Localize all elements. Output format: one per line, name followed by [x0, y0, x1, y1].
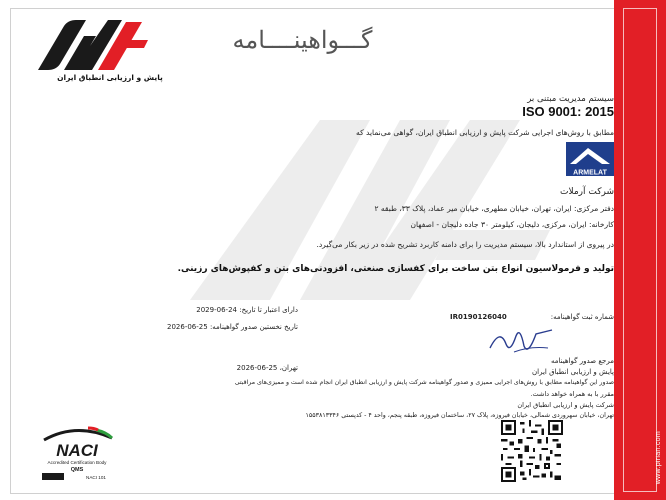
- issuer-heading: مرجع صدور گواهینامه: [551, 357, 614, 365]
- footer-company: شرکت پایش و ارزیابی انطباق ایران: [517, 401, 614, 409]
- system-label: سیستم مدیریت مبتنی بر: [527, 94, 614, 104]
- factory-address: کارخانه: ایران، مرکزی، دلیجان، کیلومتر ۳۰ جاده دلیجان - اصفهان: [410, 220, 614, 229]
- accreditation-logo: [26, 420, 128, 482]
- svg-text:ARMELAT: ARMELAT: [573, 169, 607, 176]
- side-band: [614, 0, 666, 500]
- notice-line-1: صدور این گواهینامه مطابق با روش‌های اجرایی ممیزی و صدور گواهینامه شرکت پایش و ارزیابی انطباق ایران انجام شده است و ممیزی‌های مراقبتی: [234, 379, 614, 386]
- intro-text: مطابق با روش‌های اجرایی شرکت پایش و ارزیابی انطباق ایران، گواهی می‌نماید که: [356, 128, 614, 137]
- issue-place-date: تهران، 25-06-2026: [236, 364, 298, 372]
- first-issue-date: تاریخ نخستین صدور گواهینامه: 25-06-2026: [166, 323, 298, 331]
- issuer-fullname: پایش و ارزیابی انطباق ایران: [532, 368, 614, 376]
- scope-text: تولید و فرمولاسیون انواع بتن ساخت برای کفسازی صنعتی، افزودنی‌های بتن و کفپوش‌های رزینی.: [177, 264, 614, 274]
- company-logo: [566, 142, 614, 176]
- issuer-name: پایش و ارزیابی انطباق ایران: [57, 73, 163, 82]
- scope-intro: در پیروی از استاندارد بالا، سیستم مدیریت را برای دامنه کاربرد تشریح شده در زیر بکار می‌گیرد.: [316, 240, 614, 249]
- signature: [486, 326, 558, 358]
- company-name: شرکت آرملات: [560, 187, 614, 197]
- page-title: گـــواهینــــامه: [232, 26, 373, 54]
- svg-text:NACI 101: NACI 101: [86, 475, 106, 480]
- cert-number-label: شماره ثبت گواهینامه:: [550, 313, 614, 321]
- qr-code: [500, 420, 564, 482]
- side-band-frame: [623, 8, 657, 492]
- notice-line-2: مقرر با به همراه خواهد داشت.: [530, 390, 614, 398]
- svg-text:QMS: QMS: [70, 467, 84, 473]
- footer-address: تهران، خیابان سهروردی شمالی، خیابان فیروزه، پلاک ۲۷، ساختمان فیروزه، طبقه پنجم، واحد ۴ - کدپستی ۱۵۵۳۸۱۳۳۴۶: [305, 412, 614, 419]
- hq-address: دفتر مرکزی: ایران، تهران، خیابان مطهری، خیابان میر عماد، پلاک ۳۳، طبقه ۲: [374, 204, 614, 213]
- side-url: www.pirian.com: [655, 430, 662, 484]
- cert-number: IR0190126040: [450, 313, 507, 321]
- svg-text:NACI: NACI: [56, 441, 98, 460]
- validity-date: دارای اعتبار تا تاریخ: 24-06-2029: [196, 306, 298, 314]
- standard-name: ISO 9001: 2015: [522, 104, 614, 119]
- svg-text:Accredited Certification Body: Accredited Certification Body: [47, 460, 107, 465]
